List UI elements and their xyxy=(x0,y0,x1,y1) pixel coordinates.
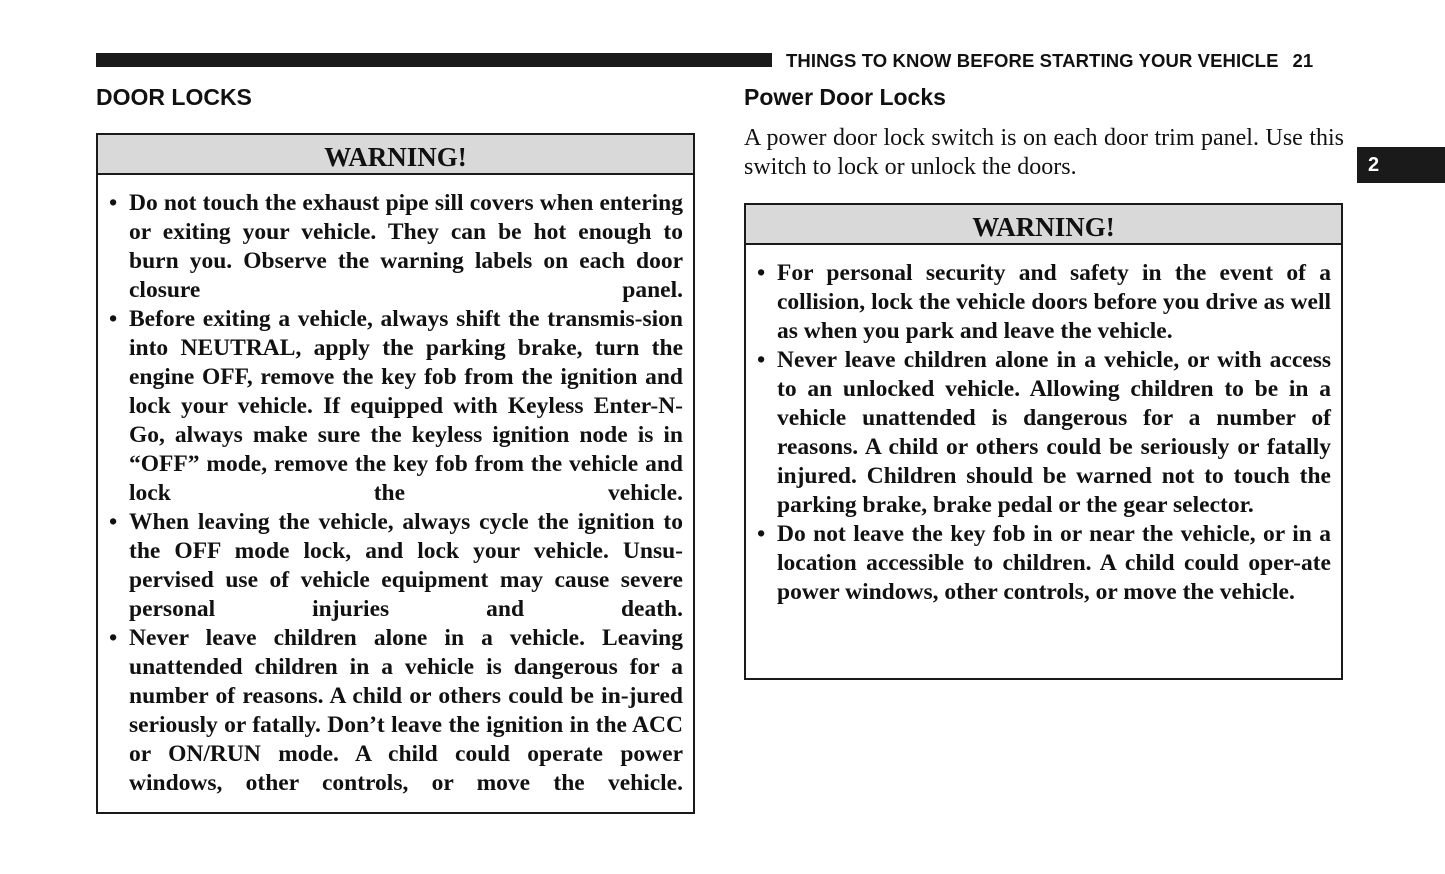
warning-item xyxy=(108,624,683,798)
chapter-number: 2 xyxy=(1368,154,1380,176)
warning-title: WARNING! xyxy=(746,205,1341,245)
intro-paragraph: A power door lock switch is on each door trim panel. Use this switch to lock or unlock the doors. xyxy=(744,125,1344,180)
warning-item-text: Do not touch the exhaust pipe sill covers when entering or exiting your vehicle. They can be hot enough to burn you. Observe the warning labels on each door closure panel. xyxy=(129,190,683,303)
warning-title: WARNING! xyxy=(98,135,693,175)
section-heading: DOOR LOCKS xyxy=(96,84,252,110)
warning-item-text: For personal security and safety in the event of a collision, lock the vehicle doors before you drive as well as when you park and leave the vehicle. xyxy=(777,260,1331,344)
warning-item-text: Never leave children alone in a vehicle, or with access to an unlocked vehicle. Allowing children to be in a vehicle unattended is dangerous for a number of reasons. A child or others could be seriously or fatally injured. Children should be warned not to touch the parking brake, brake pedal or the gear selector. xyxy=(777,347,1331,518)
header-title: THINGS TO KNOW BEFORE STARTING YOUR VEHICLE xyxy=(786,50,1279,71)
header-rule xyxy=(96,53,772,67)
warning-box-door-locks xyxy=(96,133,695,814)
warning-item xyxy=(108,305,683,508)
bullet-icon: • xyxy=(109,509,118,535)
warning-box-power-door-locks xyxy=(744,203,1343,680)
warning-item-text: Never leave children alone in a vehicle. Leaving unattended children in a vehicle is dangerous for a number of reasons. A child or others could be in-jured seriously or fatally. Don’t leave the ignition in the ACC or ON/RUN mode. A child could operate power windows, other controls, or move the vehicle. xyxy=(129,625,683,796)
warning-item xyxy=(756,259,1331,346)
chapter-tab xyxy=(1357,147,1445,183)
bullet-icon: • xyxy=(757,260,766,286)
warning-item xyxy=(108,508,683,624)
bullet-icon: • xyxy=(109,190,118,216)
subsection-heading: Power Door Locks xyxy=(744,84,946,110)
warning-item-text: Do not leave the key fob in or near the vehicle, or in a location accessible to children. A child could oper-ate power windows, other controls, or move the vehicle. xyxy=(777,521,1331,605)
bullet-icon: • xyxy=(757,521,766,547)
warning-list xyxy=(98,175,693,798)
bullet-icon: • xyxy=(109,306,118,332)
page-number: 21 xyxy=(1292,50,1314,71)
running-header xyxy=(786,50,1346,72)
warning-list xyxy=(746,245,1341,607)
warning-item xyxy=(756,346,1331,520)
warning-item-text: Before exiting a vehicle, always shift the transmis-sion into NEUTRAL, apply the parking brake, turn the engine OFF, remove the key fob from the ignition and lock your vehicle. If equipped with Keyless Enter-N-Go, always make sure the keyless ignition node is in “OFF” mode, remove the key fob from the vehicle and lock the vehicle. xyxy=(129,306,683,506)
bullet-icon: • xyxy=(757,347,766,373)
warning-item xyxy=(756,520,1331,607)
warning-item xyxy=(108,189,683,305)
warning-item-text: When leaving the vehicle, always cycle the ignition to the OFF mode lock, and lock your vehicle. Unsu-pervised use of vehicle equipment may cause severe personal injuries and death. xyxy=(129,509,683,622)
bullet-icon: • xyxy=(109,625,118,651)
